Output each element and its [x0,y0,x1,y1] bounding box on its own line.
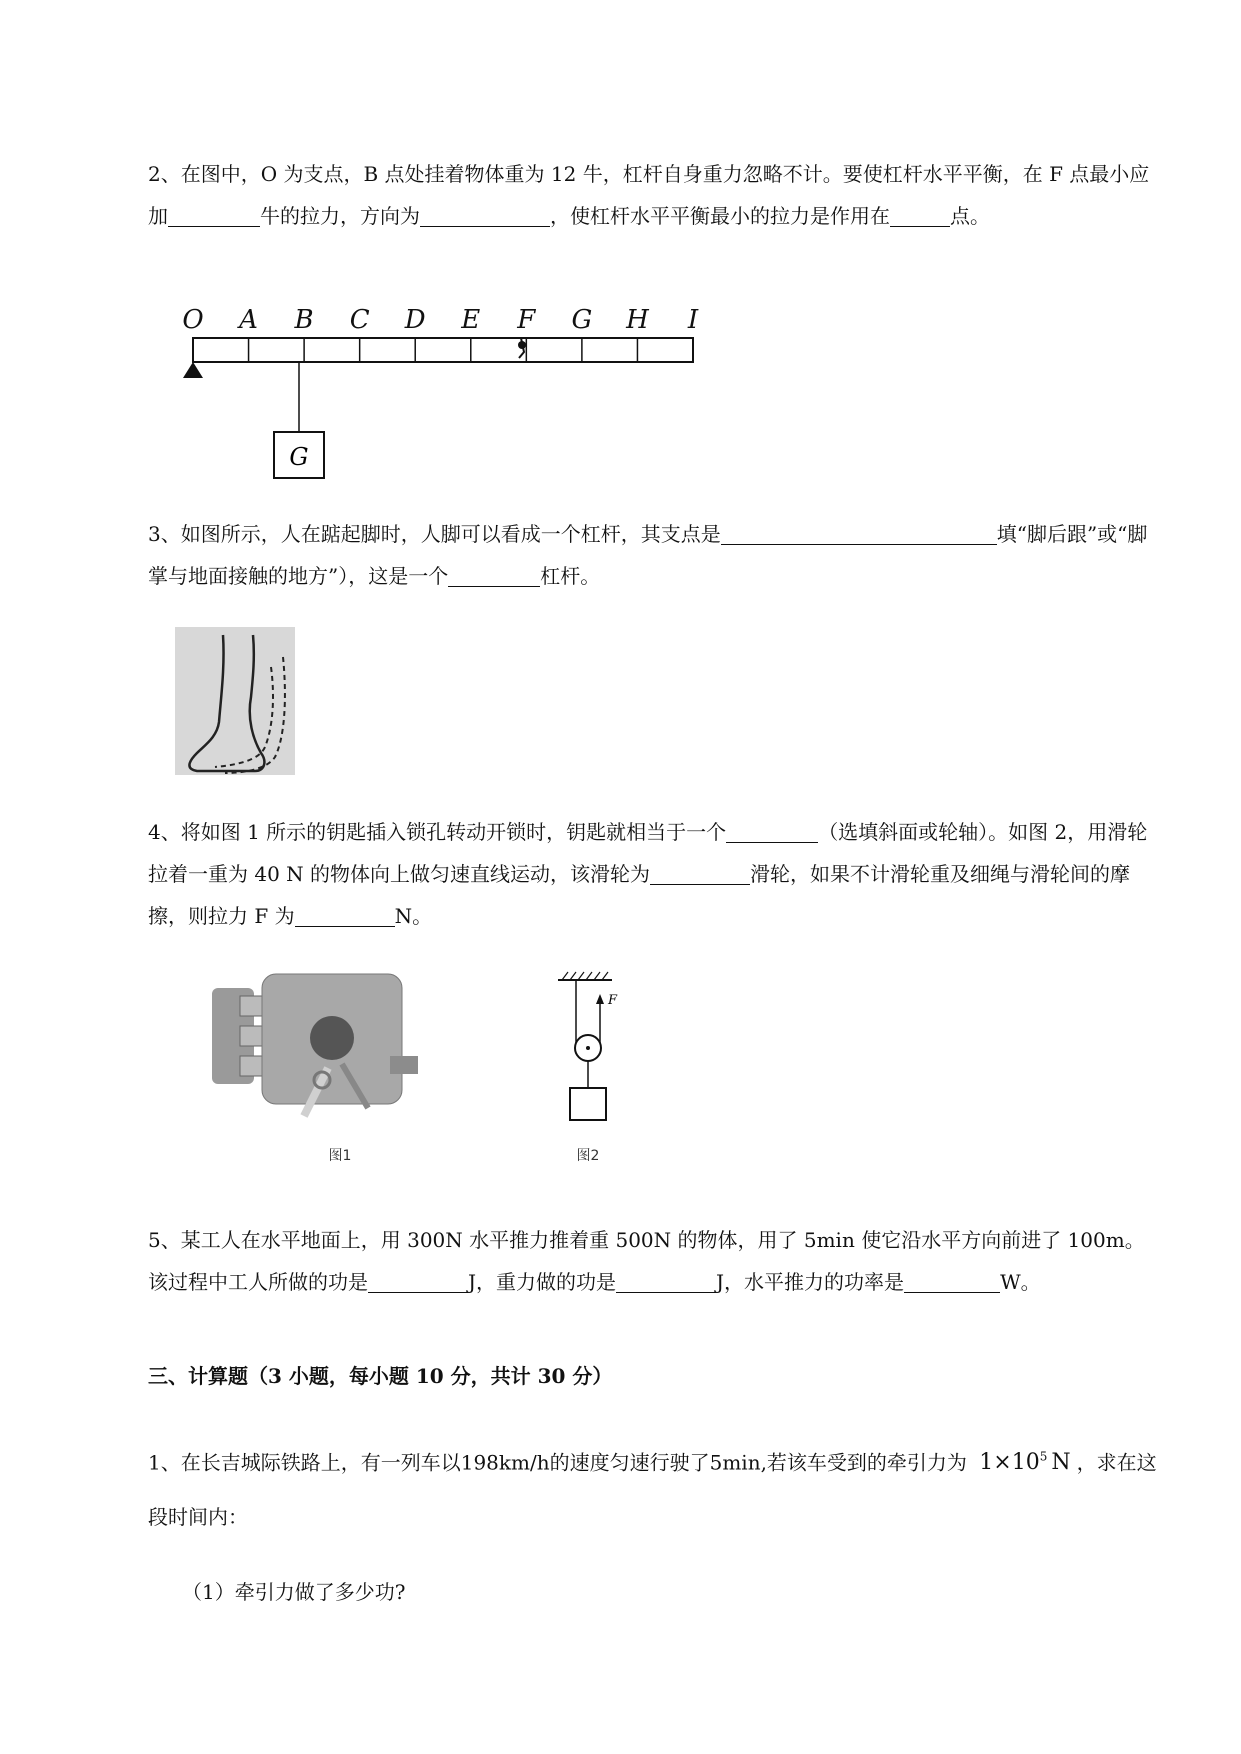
question-number: 4、 [148,820,181,844]
answer-blank[interactable] [904,1266,1000,1293]
weight-label: G [289,443,309,471]
question-text: 填“脚后跟”或“脚掌与地面接触的地方”），这是一个 [148,522,1148,588]
keyhole-icon [310,1016,354,1060]
answer-blank[interactable] [650,858,750,885]
arrow-up-icon [596,994,604,1004]
question-text: （选填斜面或轮轴）。如图 2，用滑轮拉着一重为 40 N 的物体向上做匀速直线运动，该滑轮为 [148,820,1148,886]
lever-point-label: A [239,305,258,335]
force-value: $1\times 10^5$ N [979,1450,1071,1476]
answer-blank[interactable] [168,200,260,227]
question-number: 1、 [148,1450,181,1475]
question-number: 3、 [148,522,181,546]
lock-figure [200,968,440,1168]
question-4 [148,811,1158,937]
figure-background [175,627,295,775]
lever-diagram [175,298,715,488]
question-text: 杠杆。 [540,564,601,588]
question-text: N。 [394,904,433,928]
question-text: 牛的拉力，方向为 [260,204,420,228]
question-text: 将如图 1 所示的钥匙插入锁孔转动开锁时，钥匙就相当于一个 [180,820,727,844]
load-box [570,1088,606,1120]
lever-point-label: G [571,305,593,335]
lever-point-label: F [517,305,536,335]
question-text: ，使杠杆水平平衡最小的拉力是作用在 [550,204,890,228]
lever-point-label: D [404,305,426,335]
sub-question-1: （1）牵引力做了多少功? [182,1580,406,1604]
question-text: 如图所示，人在踮起脚时，人脚可以看成一个杠杆，其支点是 [180,522,721,546]
figure-caption: 图2 [576,1148,600,1164]
foot-figure [175,627,295,775]
answer-blank[interactable] [890,200,950,227]
lever-point-label: O [182,305,204,335]
question-text: 在长吉城际铁路上，有一列车以198km/h的速度匀速行驶了5min,若该车受到的牵引力为 [180,1450,967,1475]
calc-question-1 [148,1430,1158,1544]
lever-point-label: I [687,305,699,335]
answer-blank[interactable] [721,518,997,545]
answer-blank[interactable] [616,1266,716,1293]
answer-blank[interactable] [368,1266,468,1293]
question-text: 在图中，O 为支点，B 点处挂着物体重为 12 牛，杠杆自身重力忽略不计。要使杠杆水平平衡，在 F 点最小应加 [148,162,1150,228]
answer-blank[interactable] [295,900,395,927]
answer-blank[interactable] [726,816,818,843]
hook-point-icon [518,341,526,349]
question-text: ，求在这段时间内： [148,1450,1157,1530]
lever-point-label: B [294,305,314,335]
question-2 [148,153,1158,237]
question-number: 2、 [148,162,181,186]
question-number: 5、 [148,1228,181,1252]
question-text: J，重力做的功是 [468,1270,617,1294]
figure-caption: 图1 [328,1148,352,1164]
lever-bar [193,338,693,362]
section-heading: 三、计算题（3 小题，每小题 10 分，共计 30 分） [148,1364,613,1388]
question-text: J，水平推力的功率是 [716,1270,905,1294]
answer-blank[interactable] [420,200,550,227]
question-5 [148,1219,1158,1303]
pulley-figure [548,968,658,1168]
question-text: 某工人在水平地面上，用 300N 水平推力推着重 500N 的物体，用了 5min 使它沿水平方向前进了 100m。该过程中工人所做的功是 [148,1228,1145,1294]
question-text: 滑轮，如果不计滑轮重及细绳与滑轮间的摩擦，则拉力 F 为 [148,862,1131,928]
fulcrum-icon [183,362,203,378]
question-3 [148,513,1158,597]
lever-point-label: C [349,305,370,335]
answer-blank[interactable] [448,560,540,587]
lever-point-label: E [461,305,481,335]
force-label: F [608,993,618,1008]
question-text: W。 [1000,1270,1041,1294]
question-text: 点。 [950,204,990,228]
lever-point-label: H [626,305,649,335]
